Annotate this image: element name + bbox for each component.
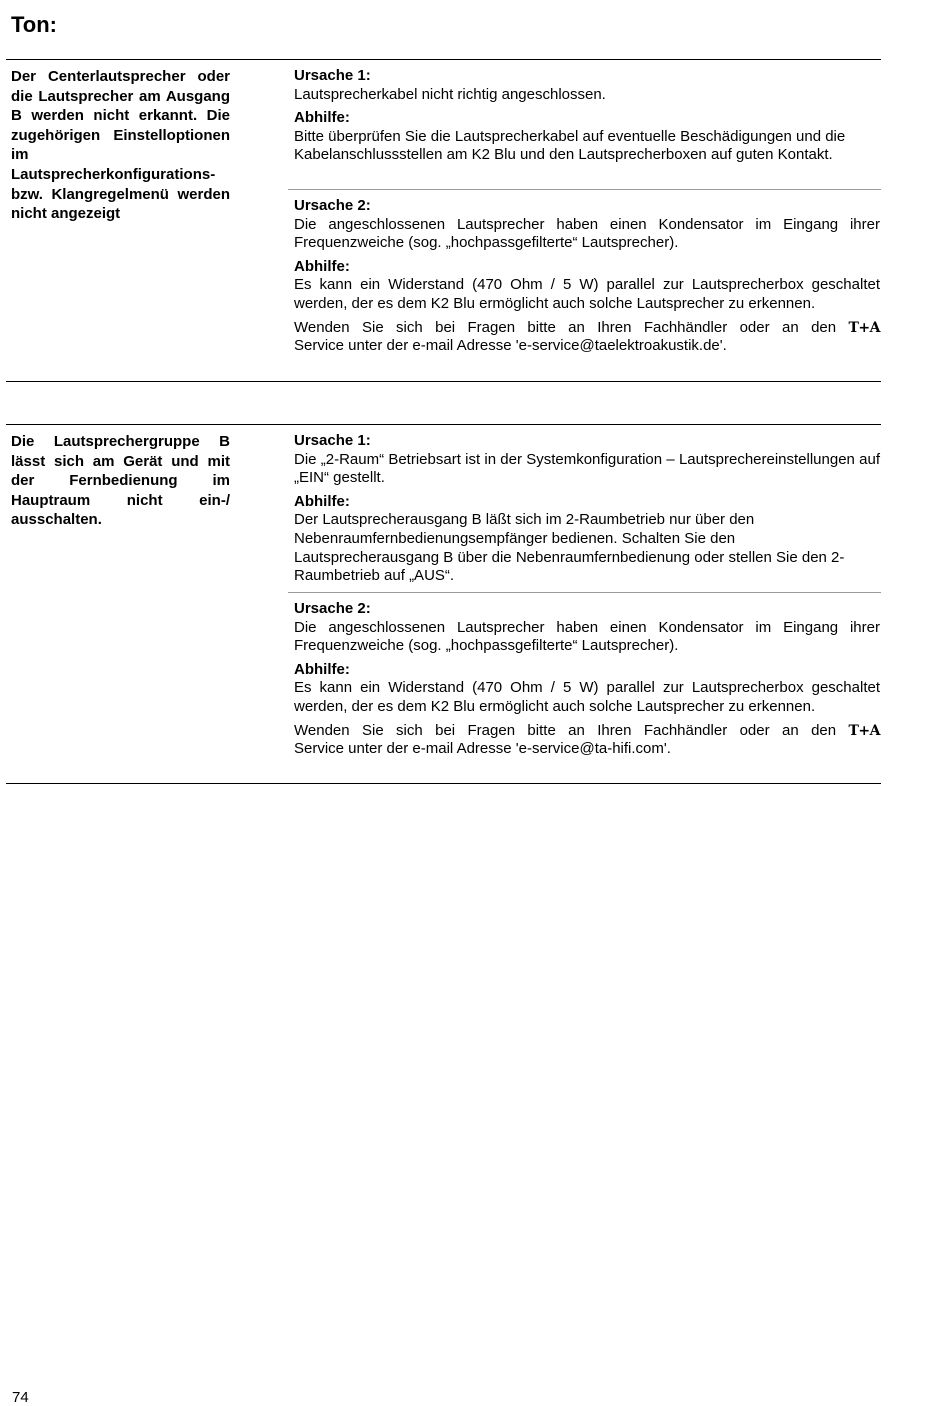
entry-bottom-rule <box>6 381 881 382</box>
service-line <box>294 722 880 741</box>
remedy-text: Es kann ein Widerstand (470 Ohm / 5 W) parallel zur Lautsprecherbox geschaltet werden, der es dem K2 Blu ermöglicht auch solche Lautsprecher zu erkennen. <box>294 276 880 312</box>
cause-divider <box>288 592 881 593</box>
remedy-text: Es kann ein Widerstand (470 Ohm / 5 W) parallel zur Lautsprecherbox geschaltet werden, der es dem K2 Blu ermöglicht auch solche Lautsprecher zu erkennen. <box>294 679 880 715</box>
cause-text: Lautsprecherkabel nicht richtig angeschlossen. <box>294 85 606 103</box>
troubleshooting-entry <box>6 424 881 784</box>
cause-block <box>294 67 880 165</box>
cause-divider <box>288 189 881 190</box>
remedy-label: Abhilfe: <box>294 660 350 678</box>
cause-text: Die angeschlossenen Lautsprecher haben einen Kondensator im Eingang ihrer Frequenzweiche (sog. „hochpassgefilterte“ Lautsprecher). <box>294 618 880 655</box>
service-prefix: Wenden Sie sich bei Fragen bitte an Ihren Fachhändler oder an den <box>294 721 837 739</box>
entry-bottom-rule <box>6 783 881 784</box>
remedy-label: Abhilfe: <box>294 109 350 127</box>
cause-label: Ursache 1: <box>294 67 371 84</box>
cause-block <box>294 600 880 759</box>
cause-label: Ursache 2: <box>294 197 371 214</box>
cause-text: Die „2-Raum“ Betriebsart ist in der Systemkonfiguration – Lautsprechereinstellungen auf „EIN“ gestellt. <box>294 450 880 487</box>
cause-text: Die angeschlossenen Lautsprecher haben einen Kondensator im Eingang ihrer Frequenzweiche (sog. „hochpassgefilterte“ Lautsprecher). <box>294 215 880 252</box>
problem-description: Der Centerlautsprecher oder die Lautsprecher am Ausgang B werden nicht erkannt. Die zugehörigen Einstelloptionen im Lautsprecherkonfigurations- bzw. Klangregelmenü werden nicht angezeigt <box>11 68 230 223</box>
service-contact: Service unter der e-mail Adresse 'e-service@ta-hifi.com'. <box>294 740 671 758</box>
cause-label: Ursache 1: <box>294 432 371 449</box>
service-line <box>294 319 880 338</box>
remedy-text: Bitte überprüfen Sie die Lautsprecherkabel auf eventuelle Beschädigungen und die Kabelanschlussstellen am K2 Blu und den Lautsprecherboxen auf guten Kontakt. <box>294 127 846 164</box>
remedy-text: Der Lautsprecherausgang B läßt sich im 2-Raumbetrieb nur über den Nebenraumfernbedienungsempfänger bedienen. Schalten Sie den Lautsprecherausgang B über die Nebenraumfernbedienung oder stellen Sie den 2-Raumbetrieb auf „AUS“. <box>294 511 845 585</box>
remedy-label: Abhilfe: <box>294 257 350 275</box>
cause-label: Ursache 2: <box>294 600 371 617</box>
troubleshooting-entry <box>6 59 881 382</box>
ta-logo: T+A <box>848 722 880 739</box>
cause-block <box>294 197 880 356</box>
page-title: Ton: <box>11 12 58 37</box>
page-number: 74 <box>12 1389 29 1406</box>
problem-description: Die Lautsprechergruppe B lässt sich am Gerät und mit der Fernbedienung im Hauptraum nicht ein-/ ausschalten. <box>11 433 230 529</box>
ta-logo: T+A <box>848 319 880 336</box>
service-prefix: Wenden Sie sich bei Fragen bitte an Ihren Fachhändler oder an den <box>294 318 837 336</box>
cause-block <box>294 432 880 586</box>
remedy-label: Abhilfe: <box>294 492 350 510</box>
service-contact: Service unter der e-mail Adresse 'e-service@taelektroakustik.de'. <box>294 337 727 355</box>
